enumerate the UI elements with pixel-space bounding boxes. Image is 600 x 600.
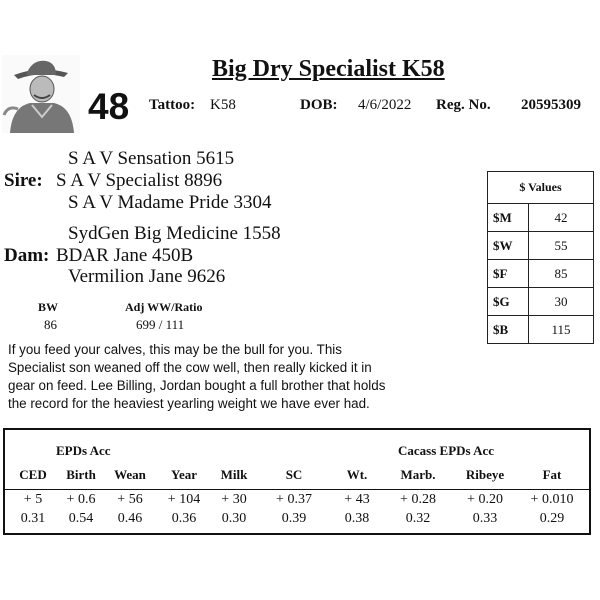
- cowboy-logo: [2, 55, 80, 133]
- epd-value: + 104: [167, 492, 201, 507]
- value-key: $F: [488, 260, 529, 288]
- accuracy-value: 0.54: [68, 511, 94, 526]
- epd-group-header: EPDs Acc: [56, 443, 111, 458]
- value-number: 55: [529, 232, 594, 260]
- epd-column-header: Birth: [66, 467, 96, 482]
- sire-name: S A V Specialist 8896: [56, 170, 223, 191]
- table-row: [488, 260, 594, 288]
- epd-column-header: Year: [171, 467, 197, 482]
- value-number: 115: [529, 316, 594, 344]
- epd-value: + 0.6: [66, 492, 96, 507]
- epd-column-header: CED: [19, 467, 47, 482]
- value-key: $W: [488, 232, 529, 260]
- carcass-epd-group-header: Cacass EPDs Acc: [398, 443, 495, 458]
- dam-dam: Vermilion Jane 9626: [68, 266, 226, 287]
- accuracy-value: 0.29: [539, 511, 565, 526]
- value-number: 30: [529, 288, 594, 316]
- accuracy-value: 0.30: [221, 511, 247, 526]
- epd-value: + 0.010: [530, 492, 574, 507]
- epd-value: + 0.37: [276, 492, 312, 507]
- epd-column-header: Marb.: [400, 467, 436, 482]
- dam-name: BDAR Jane 450B: [56, 245, 194, 266]
- accuracy-value: 0.38: [344, 511, 370, 526]
- epd-column-header: Wean: [114, 467, 146, 482]
- table-row: [488, 316, 594, 344]
- dam-label: Dam:: [4, 245, 50, 266]
- sire-label: Sire:: [4, 170, 43, 191]
- table-row: [488, 232, 594, 260]
- description-clip: [0, 340, 420, 426]
- epd-value: + 0.20: [467, 492, 503, 507]
- epd-column-header: Ribeye: [465, 467, 505, 482]
- sire-dam: S A V Madame Pride 3304: [68, 192, 272, 213]
- bw-value: 86: [44, 317, 57, 332]
- dob-value: 4/6/2022: [358, 97, 412, 113]
- epd-column-header: SC: [285, 467, 303, 482]
- accuracy-value: 0.36: [171, 511, 197, 526]
- description-text: If you feed your calves, this may be the bull for you. This Specialist son weaned off the cow well, then really kicked it in gear on feed. Lee Billing, Jordan bought a full brother that holds the record for the heaviest yearling weight we have ever had.: [8, 342, 386, 411]
- accuracy-value: 0.39: [281, 511, 307, 526]
- dollar-values-header: $ Values: [488, 172, 594, 204]
- epd-value: + 56: [117, 492, 143, 507]
- epd-value: + 5: [23, 492, 43, 507]
- accuracy-value: 0.31: [20, 511, 46, 526]
- epd-value: + 0.28: [400, 492, 436, 507]
- reg-value: 20595309: [521, 97, 581, 113]
- value-key: $G: [488, 288, 529, 316]
- lot-number: 48: [88, 86, 130, 127]
- table-row: [488, 288, 594, 316]
- epd-value: + 30: [221, 492, 247, 507]
- table-row: [488, 204, 594, 232]
- ww-value: 699 / 111: [136, 317, 185, 332]
- epd-divider: [3, 489, 591, 490]
- accuracy-value: 0.33: [472, 511, 498, 526]
- value-number: 85: [529, 260, 594, 288]
- accuracy-value: 0.32: [405, 511, 431, 526]
- accuracy-value: 0.46: [117, 511, 143, 526]
- sire-sire: S A V Sensation 5615: [68, 148, 235, 169]
- tattoo-value: K58: [210, 97, 236, 113]
- epd-value: + 43: [344, 492, 370, 507]
- epd-column-header: Wt.: [346, 467, 368, 482]
- value-key: $B: [488, 316, 529, 344]
- reg-label: Reg. No.: [436, 97, 491, 113]
- epd-column-header: Fat: [542, 467, 562, 482]
- value-number: 42: [529, 204, 594, 232]
- ww-label: Adj WW/Ratio: [125, 300, 203, 314]
- dollar-values-table: [487, 171, 594, 344]
- epd-column-header: Milk: [220, 467, 248, 482]
- bw-label: BW: [38, 300, 59, 314]
- tattoo-label: Tattoo:: [149, 97, 196, 113]
- animal-title: Big Dry Specialist K58: [212, 56, 445, 82]
- value-key: $M: [488, 204, 529, 232]
- dam-sire: SydGen Big Medicine 1558: [68, 223, 281, 244]
- dob-label: DOB:: [300, 97, 338, 113]
